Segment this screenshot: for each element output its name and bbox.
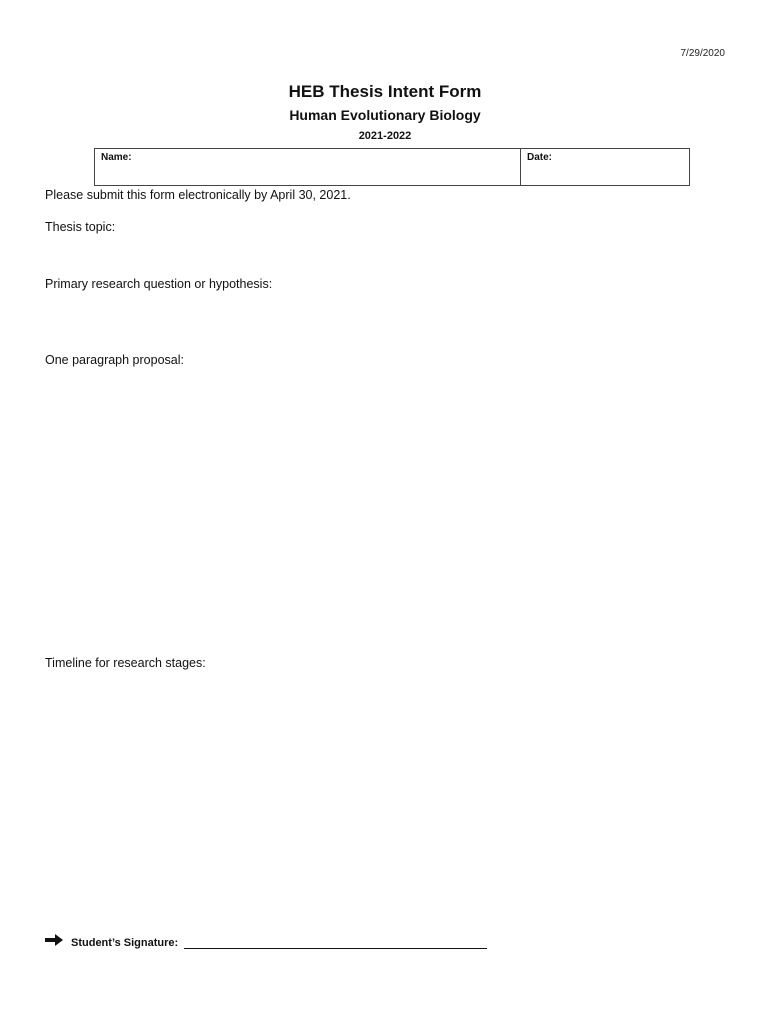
- date-field[interactable]: [521, 149, 689, 185]
- timeline-label: Timeline for research stages:: [45, 656, 206, 670]
- form-subtitle: Human Evolutionary Biology: [289, 107, 481, 123]
- name-label: Name:: [101, 152, 132, 163]
- date-label: Date:: [527, 152, 553, 163]
- research-question-label: Primary research question or hypothesis:: [45, 277, 273, 291]
- academic-year: 2021-2022: [358, 130, 412, 142]
- thesis-topic-label: Thesis topic:: [45, 220, 116, 234]
- name-field[interactable]: [95, 149, 521, 185]
- signature-row: [45, 934, 487, 949]
- right-arrow-icon: [45, 934, 63, 949]
- submit-instruction: Please submit this form electronically by April 30, 2021.: [45, 188, 351, 202]
- student-info-table: [94, 148, 690, 186]
- form-title: HEB Thesis Intent Form: [288, 82, 482, 101]
- proposal-label: One paragraph proposal:: [45, 353, 184, 367]
- signature-line[interactable]: [184, 936, 487, 949]
- document-date: 7/29/2020: [680, 48, 725, 59]
- signature-label: Student’s Signature:: [71, 937, 179, 949]
